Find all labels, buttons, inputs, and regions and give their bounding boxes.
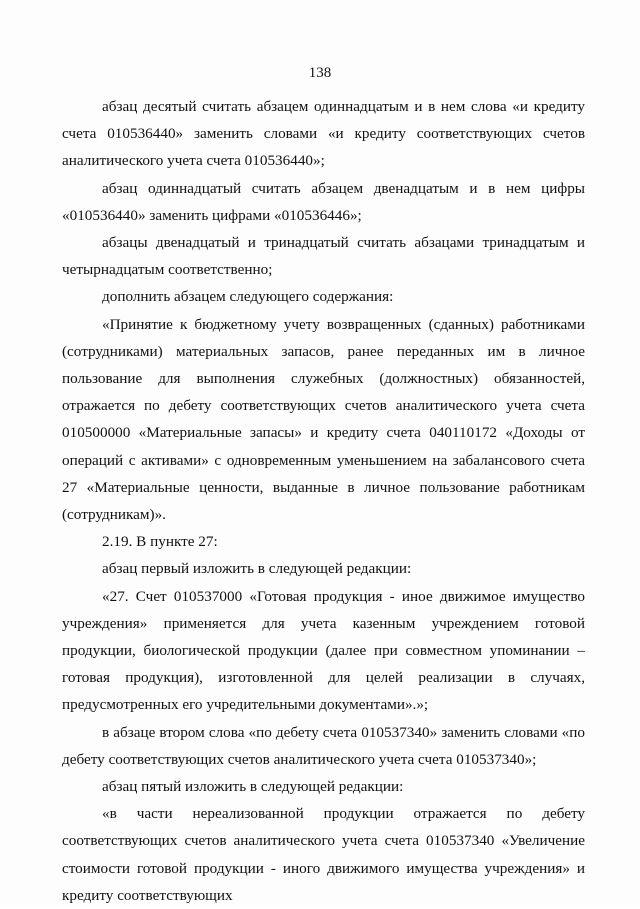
section-heading: 2.19. В пункте 27: (102, 533, 218, 551)
quoted-paragraph: «27. Счет 010537000 «Готовая продукция - иное движимое имущество учреждения» применяется для учета казенным учреждением готовой продукции, биологической продукции (далее при совместном упоминании – готовая продукция), изготовленной для целей реализации в случаях, предусмотренных его учредительными документами».»; (62, 587, 585, 714)
quoted-paragraph: «в части нереализованной продукции отражается по дебету соответствующих счетов аналитического учета счета 010537340 «Увеличение стоимости готовой продукции - иного движимого имущества учреждения» и кредиту соответствующих (62, 805, 585, 904)
paragraph: абзацы двенадцатый и тринадцатый считать абзацами тринадцатым и четырнадцатым соответственно; (62, 234, 585, 279)
paragraph: абзац одиннадцатый считать абзацем двенадцатым и в нем цифры «010536440» заменить цифрами «010536446»; (62, 179, 585, 224)
quoted-paragraph: «Принятие к бюджетному учету возвращенных (сданных) работниками (сотрудниками) материальных запасов, ранее переданных им в личное пользование для выполнения служебных (должностных) обязанностей, отражается по дебету соответствующих счетов аналитического учета счета 010500000 «Материальные запасы» и кредиту счета 040110172 «Доходы от операций с активами» с одновременным уменьшением на забалансового счета 27 «Материальные ценности, выданные в личное пользование работникам (сотрудникам)». (62, 315, 585, 524)
paragraph: в абзаце втором слова «по дебету счета 010537340» заменить словами «по дебету соответствующих счетов аналитического учета счета 010537340»; (62, 723, 585, 768)
paragraph: дополнить абзацем следующего содержания: (102, 288, 394, 306)
paragraph: абзац десятый считать абзацем одиннадцатым и в нем слова «и кредиту счета 010536440» заменить словами «и кредиту соответствующих счетов аналитического учета счета 010536440»; (62, 98, 585, 170)
paragraph: абзац пятый изложить в следующей редакции: (102, 778, 404, 796)
document-body (62, 93, 585, 909)
paragraph: абзац первый изложить в следующей редакции: (102, 560, 412, 578)
page-number: 138 (308, 65, 332, 81)
